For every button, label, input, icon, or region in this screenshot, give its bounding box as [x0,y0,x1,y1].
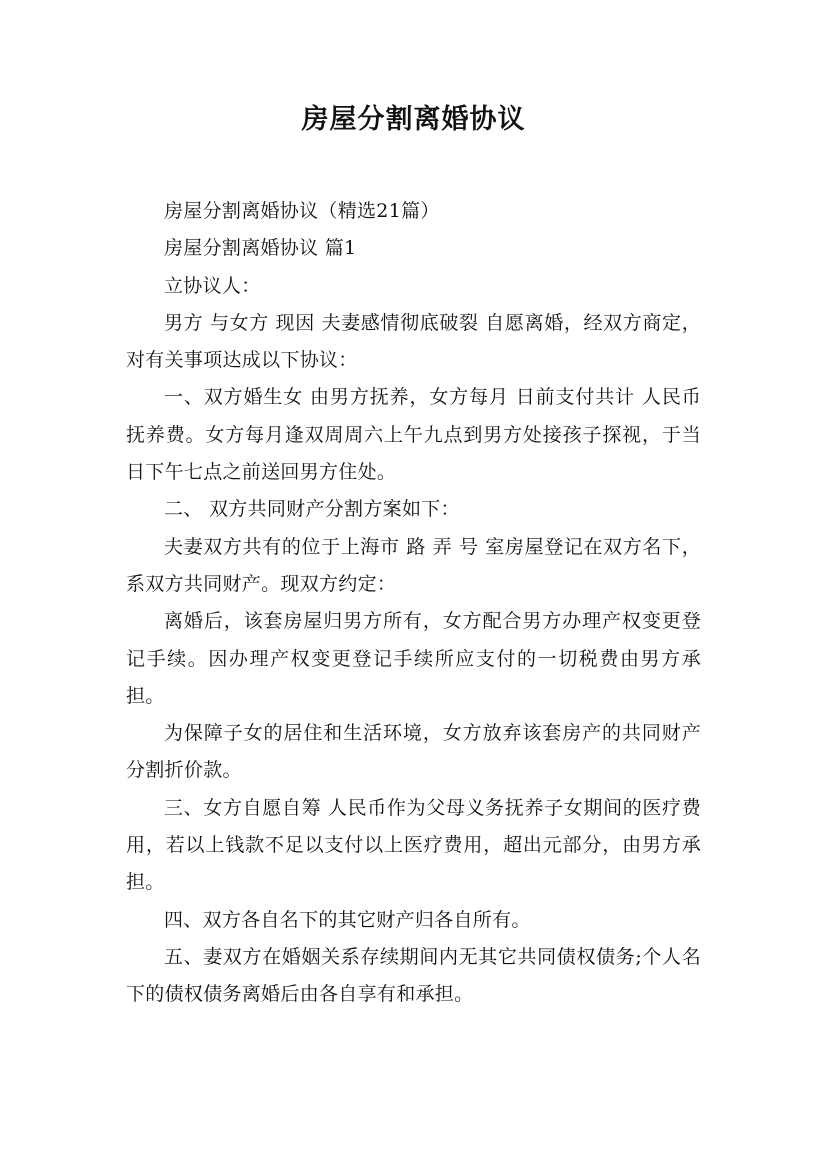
paragraph-clause-1: 一、双方婚生女 由男方抚养，女方每月 日前支付共计 人民币抚养费。女方每月逢双周周六上午九点到男方处接孩子探视，于当日下午七点之前送回男方住处。 [126,386,701,484]
paragraph-clause-5: 五、妻双方在婚姻关系存续期间内无其它共同债权债务;个人名下的债权债务离婚后由各自享有和承担。 [126,945,701,1006]
paragraph-subtitle: 房屋分割离婚协议（精选21篇） [164,200,440,222]
paragraph-clause-2: 二、 双方共同财产分割方案如下： [164,498,460,521]
paragraph-clause-4: 四、双方各自名下的其它财产归各自所有。 [164,908,531,931]
paragraph-section-heading: 房屋分割离婚协议 篇1 [164,237,357,260]
paragraph-preamble: 男方 与女方 现因 夫妻感情彻底破裂 自愿离婚，经双方商定，对有关事项达成以下协议： [126,311,701,372]
document-body [126,193,701,1014]
document-title: 房屋分割离婚协议 [301,104,526,135]
paragraph-parties-label: 立协议人： [164,274,261,297]
paragraph-property-ownership: 离婚后，该套房屋归男方所有，女方配合男方办理产权变更登记手续。因办理产权变更登记手续所应支付的一切税费由男方承担。 [126,610,701,707]
paragraph-property-location: 夫妻双方共有的位于上海市 路 弄 号 室房屋登记在双方名下，系双方共同财产。现双方约定： [126,535,701,595]
paragraph-clause-3: 三、女方自愿自筹 人民币作为父母义务抚养子女期间的医疗费用，若以上钱款不足以支付以上医疗费用，超出元部分，由男方承担。 [126,796,701,894]
paragraph-children-housing: 为保障子女的居住和生活环境，女方放弃该套房产的共同财产分割折价款。 [126,722,701,782]
